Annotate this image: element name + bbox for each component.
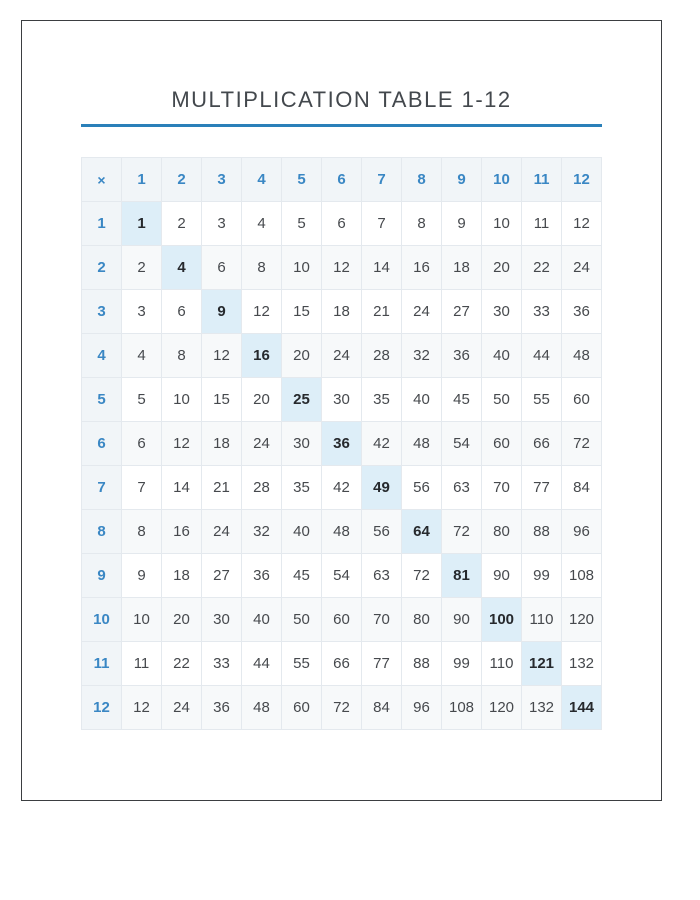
- diagonal-square-cell: 100: [482, 598, 522, 642]
- product-cell: 30: [482, 290, 522, 334]
- product-cell: 32: [242, 510, 282, 554]
- product-cell: 44: [242, 642, 282, 686]
- diagonal-square-cell: 16: [242, 334, 282, 378]
- product-cell: 30: [282, 422, 322, 466]
- table-row: [82, 202, 602, 246]
- product-cell: 3: [122, 290, 162, 334]
- row-header-cell: 9: [82, 554, 122, 598]
- table-row: [82, 290, 602, 334]
- product-cell: 8: [162, 334, 202, 378]
- product-cell: 18: [162, 554, 202, 598]
- product-cell: 108: [562, 554, 602, 598]
- product-cell: 30: [322, 378, 362, 422]
- product-cell: 4: [122, 334, 162, 378]
- product-cell: 88: [522, 510, 562, 554]
- product-cell: 28: [362, 334, 402, 378]
- table-row: [82, 686, 602, 730]
- product-cell: 66: [522, 422, 562, 466]
- table-row: [82, 510, 602, 554]
- product-cell: 72: [322, 686, 362, 730]
- product-cell: 40: [482, 334, 522, 378]
- column-header-cell: 6: [322, 158, 362, 202]
- product-cell: 24: [202, 510, 242, 554]
- product-cell: 20: [482, 246, 522, 290]
- corner-multiply-symbol: ×: [82, 158, 122, 202]
- row-header-cell: 6: [82, 422, 122, 466]
- product-cell: 18: [442, 246, 482, 290]
- row-header-cell: 4: [82, 334, 122, 378]
- product-cell: 33: [202, 642, 242, 686]
- product-cell: 60: [562, 378, 602, 422]
- diagonal-square-cell: 1: [122, 202, 162, 246]
- product-cell: 66: [322, 642, 362, 686]
- product-cell: 56: [402, 466, 442, 510]
- table-row: [82, 554, 602, 598]
- product-cell: 24: [322, 334, 362, 378]
- product-cell: 99: [442, 642, 482, 686]
- product-cell: 90: [482, 554, 522, 598]
- column-header-cell: 7: [362, 158, 402, 202]
- product-cell: 5: [282, 202, 322, 246]
- row-header-cell: 3: [82, 290, 122, 334]
- product-cell: 84: [362, 686, 402, 730]
- diagonal-square-cell: 25: [282, 378, 322, 422]
- column-header-cell: 3: [202, 158, 242, 202]
- product-cell: 56: [362, 510, 402, 554]
- diagonal-square-cell: 4: [162, 246, 202, 290]
- product-cell: 6: [122, 422, 162, 466]
- header-row: [82, 158, 602, 202]
- product-cell: 80: [402, 598, 442, 642]
- product-cell: 36: [242, 554, 282, 598]
- column-header-cell: 4: [242, 158, 282, 202]
- product-cell: 60: [282, 686, 322, 730]
- product-cell: 36: [202, 686, 242, 730]
- product-cell: 44: [522, 334, 562, 378]
- product-cell: 11: [122, 642, 162, 686]
- product-cell: 24: [162, 686, 202, 730]
- product-cell: 96: [562, 510, 602, 554]
- product-cell: 120: [482, 686, 522, 730]
- product-cell: 6: [322, 202, 362, 246]
- product-cell: 40: [242, 598, 282, 642]
- row-header-cell: 10: [82, 598, 122, 642]
- product-cell: 90: [442, 598, 482, 642]
- title-underline: [81, 124, 602, 127]
- product-cell: 54: [322, 554, 362, 598]
- product-cell: 45: [282, 554, 322, 598]
- diagonal-square-cell: 49: [362, 466, 402, 510]
- product-cell: 35: [362, 378, 402, 422]
- product-cell: 42: [322, 466, 362, 510]
- product-cell: 108: [442, 686, 482, 730]
- product-cell: 21: [362, 290, 402, 334]
- column-header-cell: 10: [482, 158, 522, 202]
- product-cell: 24: [562, 246, 602, 290]
- row-header-cell: 1: [82, 202, 122, 246]
- product-cell: 10: [122, 598, 162, 642]
- product-cell: 60: [322, 598, 362, 642]
- product-cell: 12: [122, 686, 162, 730]
- table-row: [82, 642, 602, 686]
- product-cell: 11: [522, 202, 562, 246]
- product-cell: 15: [202, 378, 242, 422]
- product-cell: 70: [362, 598, 402, 642]
- product-cell: 70: [482, 466, 522, 510]
- product-cell: 50: [282, 598, 322, 642]
- product-cell: 20: [282, 334, 322, 378]
- product-cell: 22: [522, 246, 562, 290]
- product-cell: 10: [482, 202, 522, 246]
- product-cell: 4: [242, 202, 282, 246]
- diagonal-square-cell: 81: [442, 554, 482, 598]
- column-header-cell: 9: [442, 158, 482, 202]
- product-cell: 21: [202, 466, 242, 510]
- product-cell: 14: [162, 466, 202, 510]
- product-cell: 35: [282, 466, 322, 510]
- product-cell: 48: [402, 422, 442, 466]
- product-cell: 7: [122, 466, 162, 510]
- product-cell: 9: [442, 202, 482, 246]
- product-cell: 55: [522, 378, 562, 422]
- product-cell: 96: [402, 686, 442, 730]
- table-row: [82, 466, 602, 510]
- product-cell: 36: [442, 334, 482, 378]
- product-cell: 2: [162, 202, 202, 246]
- table-row: [82, 422, 602, 466]
- product-cell: 12: [322, 246, 362, 290]
- product-cell: 72: [562, 422, 602, 466]
- multiplication-table: [81, 157, 602, 730]
- product-cell: 5: [122, 378, 162, 422]
- product-cell: 22: [162, 642, 202, 686]
- product-cell: 3: [202, 202, 242, 246]
- product-cell: 10: [282, 246, 322, 290]
- column-header-cell: 8: [402, 158, 442, 202]
- product-cell: 48: [562, 334, 602, 378]
- product-cell: 12: [562, 202, 602, 246]
- product-cell: 18: [202, 422, 242, 466]
- column-header-cell: 5: [282, 158, 322, 202]
- diagonal-square-cell: 36: [322, 422, 362, 466]
- row-header-cell: 12: [82, 686, 122, 730]
- product-cell: 50: [482, 378, 522, 422]
- product-cell: 72: [442, 510, 482, 554]
- product-cell: 63: [362, 554, 402, 598]
- product-cell: 48: [322, 510, 362, 554]
- column-header-cell: 12: [562, 158, 602, 202]
- diagonal-square-cell: 9: [202, 290, 242, 334]
- product-cell: 27: [202, 554, 242, 598]
- diagonal-square-cell: 121: [522, 642, 562, 686]
- product-cell: 132: [562, 642, 602, 686]
- product-cell: 84: [562, 466, 602, 510]
- product-cell: 6: [162, 290, 202, 334]
- product-cell: 32: [402, 334, 442, 378]
- product-cell: 132: [522, 686, 562, 730]
- product-cell: 24: [242, 422, 282, 466]
- product-cell: 48: [242, 686, 282, 730]
- product-cell: 55: [282, 642, 322, 686]
- page-title: MULTIPLICATION TABLE 1-12: [171, 87, 512, 112]
- product-cell: 24: [402, 290, 442, 334]
- row-header-cell: 2: [82, 246, 122, 290]
- row-header-cell: 5: [82, 378, 122, 422]
- product-cell: 42: [362, 422, 402, 466]
- product-cell: 110: [482, 642, 522, 686]
- product-cell: 10: [162, 378, 202, 422]
- diagonal-square-cell: 144: [562, 686, 602, 730]
- product-cell: 60: [482, 422, 522, 466]
- column-header-cell: 1: [122, 158, 162, 202]
- diagonal-square-cell: 64: [402, 510, 442, 554]
- row-header-cell: 11: [82, 642, 122, 686]
- row-header-cell: 8: [82, 510, 122, 554]
- product-cell: 20: [242, 378, 282, 422]
- product-cell: 120: [562, 598, 602, 642]
- product-cell: 12: [242, 290, 282, 334]
- column-header-cell: 2: [162, 158, 202, 202]
- product-cell: 12: [162, 422, 202, 466]
- table-row: [82, 334, 602, 378]
- row-header-cell: 7: [82, 466, 122, 510]
- product-cell: 9: [122, 554, 162, 598]
- product-cell: 18: [322, 290, 362, 334]
- product-cell: 63: [442, 466, 482, 510]
- product-cell: 88: [402, 642, 442, 686]
- table-row: [82, 246, 602, 290]
- product-cell: 30: [202, 598, 242, 642]
- product-cell: 45: [442, 378, 482, 422]
- product-cell: 110: [522, 598, 562, 642]
- product-cell: 14: [362, 246, 402, 290]
- product-cell: 40: [402, 378, 442, 422]
- product-cell: 77: [362, 642, 402, 686]
- product-cell: 72: [402, 554, 442, 598]
- product-cell: 8: [122, 510, 162, 554]
- table-row: [82, 598, 602, 642]
- product-cell: 2: [122, 246, 162, 290]
- product-cell: 54: [442, 422, 482, 466]
- product-cell: 20: [162, 598, 202, 642]
- column-header-cell: 11: [522, 158, 562, 202]
- product-cell: 6: [202, 246, 242, 290]
- product-cell: 15: [282, 290, 322, 334]
- product-cell: 12: [202, 334, 242, 378]
- product-cell: 36: [562, 290, 602, 334]
- product-cell: 16: [402, 246, 442, 290]
- product-cell: 8: [402, 202, 442, 246]
- product-cell: 99: [522, 554, 562, 598]
- product-cell: 7: [362, 202, 402, 246]
- product-cell: 77: [522, 466, 562, 510]
- product-cell: 80: [482, 510, 522, 554]
- table-row: [82, 378, 602, 422]
- page-frame: [21, 20, 662, 801]
- product-cell: 33: [522, 290, 562, 334]
- product-cell: 27: [442, 290, 482, 334]
- product-cell: 28: [242, 466, 282, 510]
- product-cell: 16: [162, 510, 202, 554]
- product-cell: 40: [282, 510, 322, 554]
- product-cell: 8: [242, 246, 282, 290]
